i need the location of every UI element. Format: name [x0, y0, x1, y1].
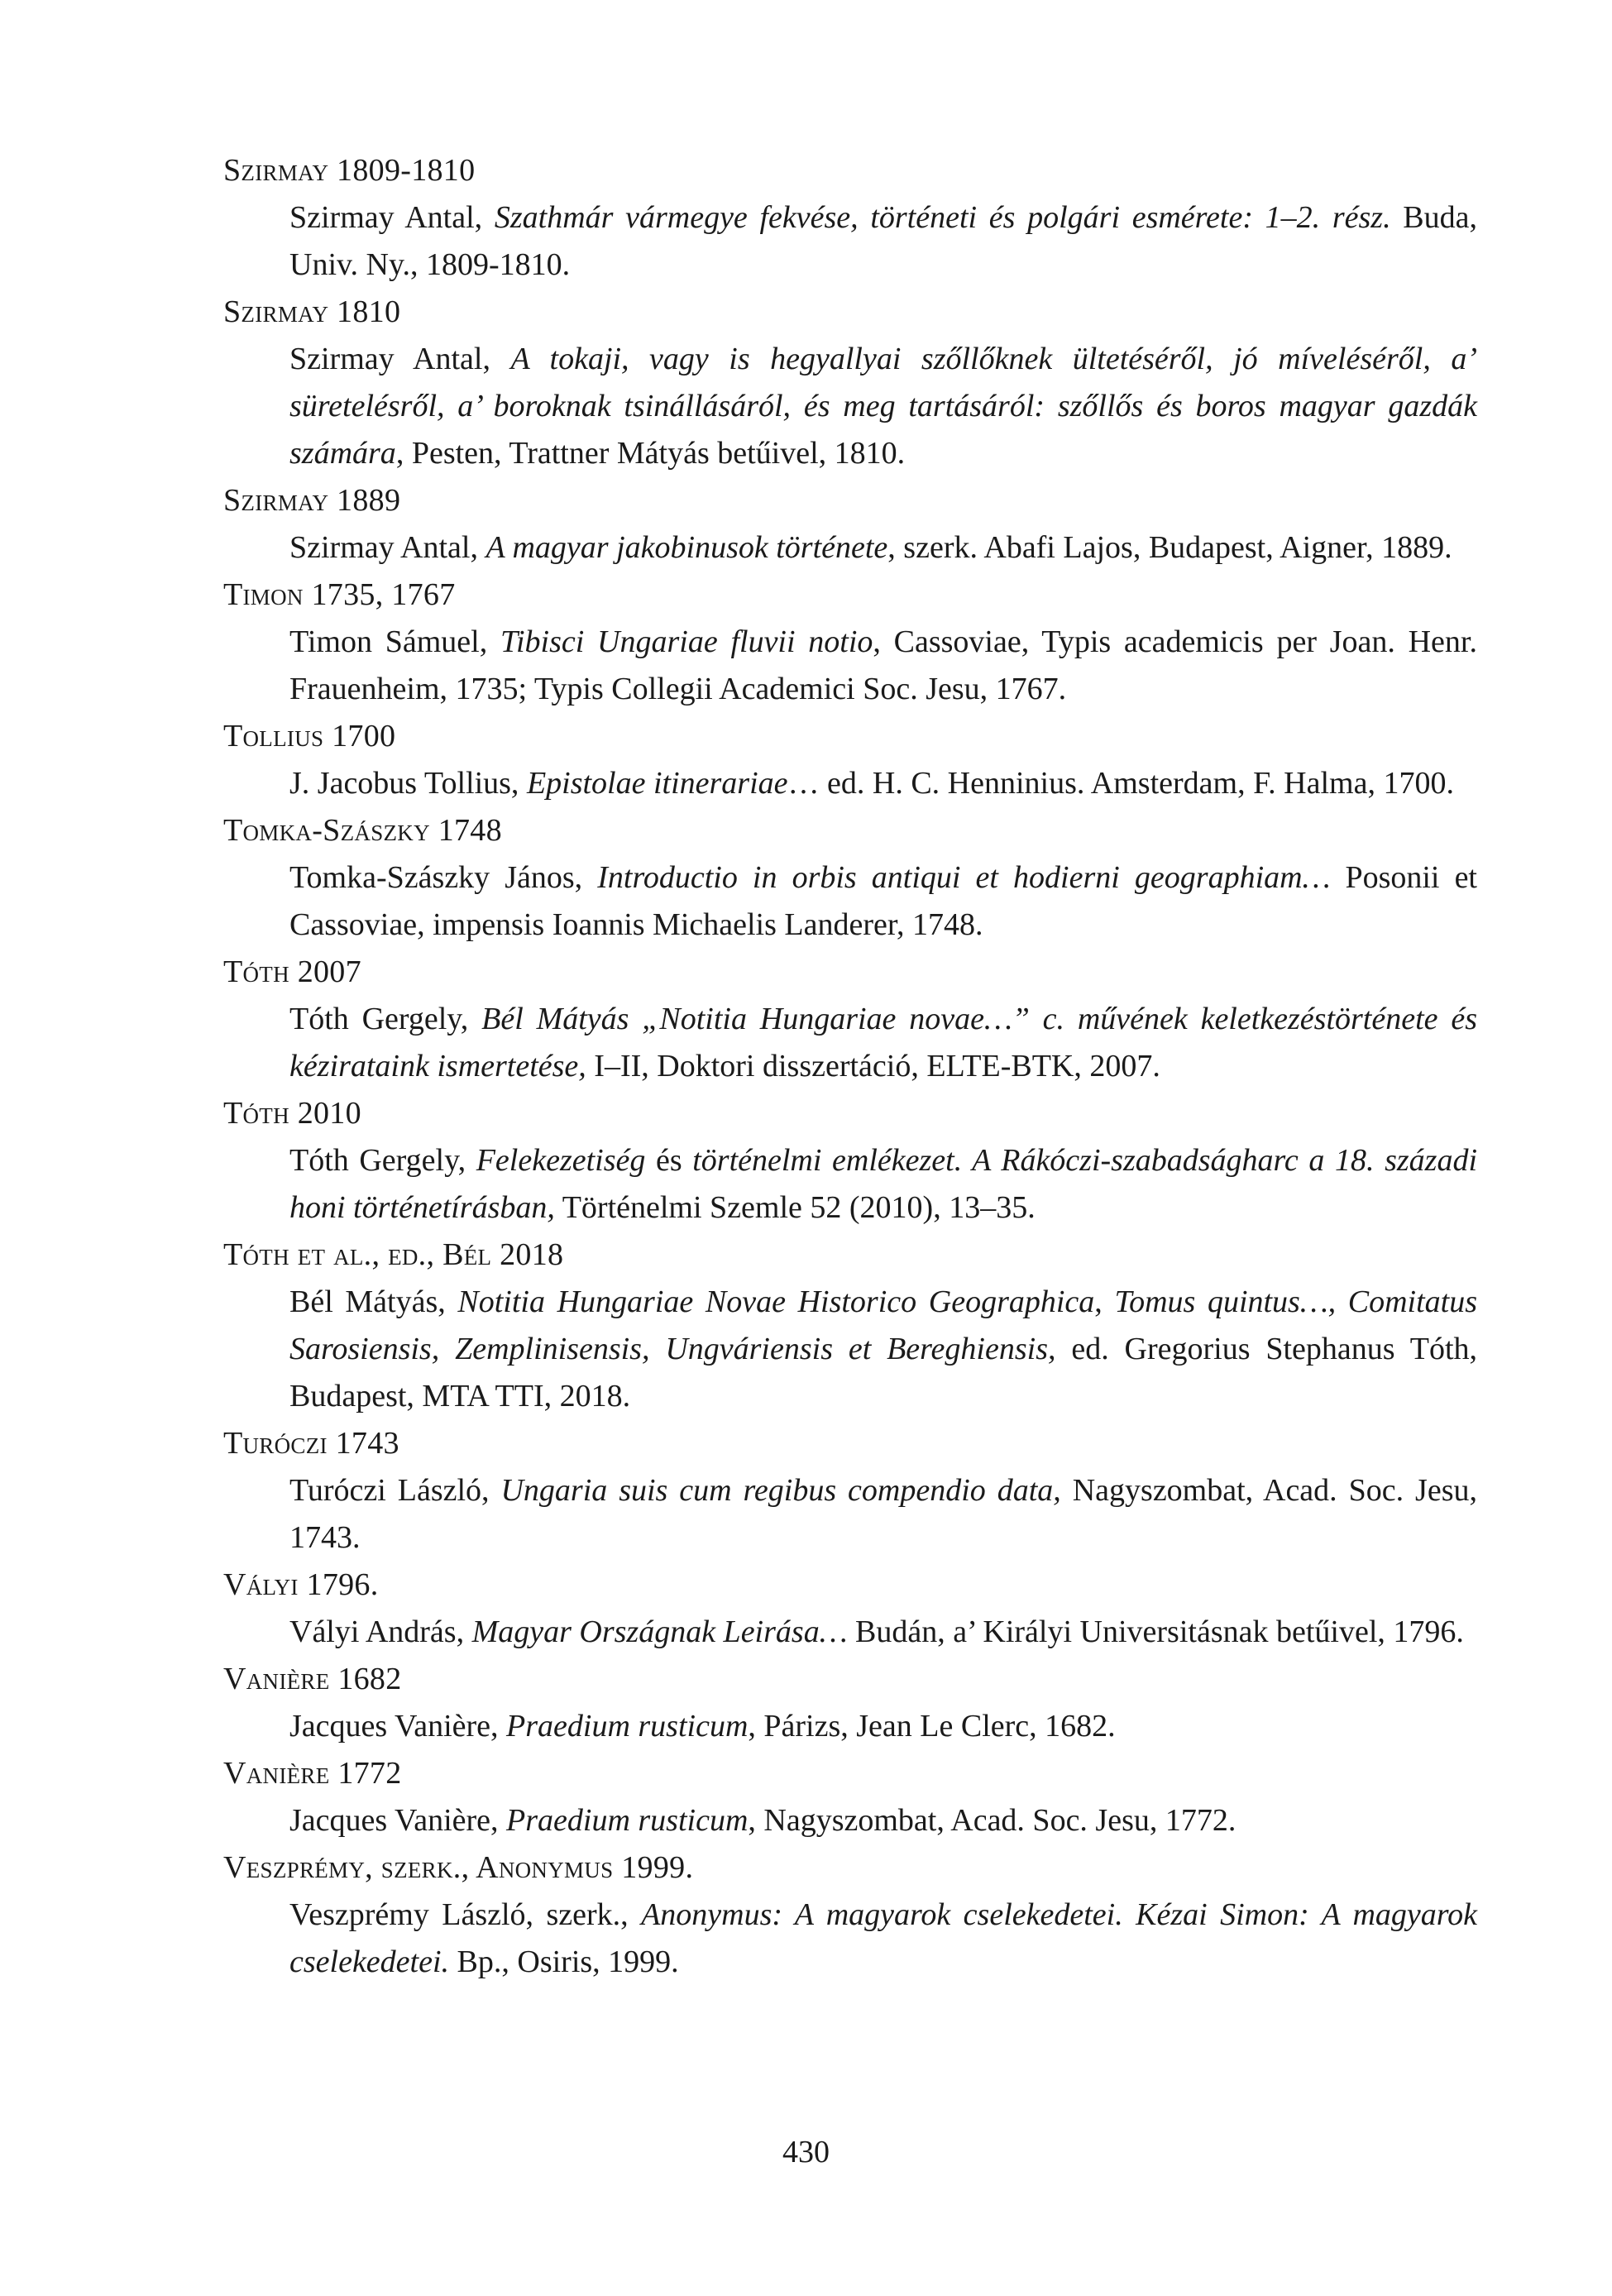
entry-heading: Tomka-Szászky 1748 — [223, 813, 502, 848]
entry-citation — [223, 194, 1477, 289]
citation-title: Bél Mátyás „Notitia Hungariae novae…” c. művének keletkezéstörténete és kézirataink ismertetése, — [289, 1002, 1477, 1083]
citation-title: Ungaria suis cum regibus compendio data, — [500, 1473, 1061, 1508]
entry-citation — [223, 1797, 1477, 1844]
citation-title: Introductio in orbis antiqui et hodierni geographiam… — [597, 860, 1331, 895]
bibliography-entry — [223, 147, 1477, 289]
citation-text: Budán, a’ Királyi Universitásnak betűivel, 1796. — [847, 1614, 1464, 1649]
entry-citation — [223, 1703, 1477, 1750]
entry-citation — [223, 619, 1477, 713]
bibliography-entry — [223, 477, 1477, 572]
bibliography-entry — [223, 572, 1477, 713]
bibliography-entry — [223, 807, 1477, 949]
citation-title: Epistolae itinerariae — [526, 766, 788, 801]
citation-text: Jacques Vanière, — [289, 1803, 507, 1838]
citation-text: , Nagyszombat, Acad. Soc. Jesu, 1772. — [748, 1803, 1237, 1838]
entry-citation — [223, 524, 1477, 572]
citation-text: Szirmay Antal, — [289, 200, 495, 235]
citation-text: Bél Mátyás, — [289, 1284, 458, 1319]
citation-text: , szerk. Abafi Lajos, Budapest, Aigner, 1889. — [887, 530, 1452, 565]
citation-text: Történelmi Szemle 52 (2010), 13–35. — [554, 1190, 1036, 1225]
bibliography-entry — [223, 1562, 1477, 1656]
citation-text: Veszprémy László, szerk., — [289, 1897, 642, 1932]
entry-citation — [223, 996, 1477, 1090]
bibliography-entry — [223, 1844, 1477, 1986]
citation-text: , Párizs, Jean Le Clerc, 1682. — [748, 1709, 1116, 1744]
citation-title: Szathmár vármegye fekvése, történeti és polgári esmérete: 1–2. rész. — [494, 200, 1391, 235]
citation-title: Praedium rusticum — [506, 1803, 749, 1838]
entry-heading: Tollius 1700 — [223, 719, 396, 753]
citation-text: Vályi András, — [289, 1614, 472, 1649]
citation-text: és — [645, 1143, 693, 1178]
citation-title: Felekezetiség — [476, 1143, 646, 1178]
citation-text: Turóczi László, — [289, 1473, 501, 1508]
citation-text: , — [1094, 1284, 1115, 1319]
entry-heading: Tóth et al., ed., Bél 2018 — [223, 1237, 564, 1272]
citation-text: … ed. H. C. Henninius. Amsterdam, F. Halma, 1700. — [787, 766, 1454, 801]
citation-title: Magyar Országnak Leirása… — [471, 1614, 848, 1649]
citation-text: , Pesten, Trattner Mátyás betűivel, 1810. — [395, 436, 906, 471]
citation-text: Bp., Osiris, 1999. — [449, 1944, 679, 1979]
entry-citation — [223, 1609, 1477, 1656]
citation-text: ed. Gregorius Stephanus Tóth, Budapest, MTA TTI, 2018. — [289, 1332, 1477, 1413]
entry-heading: Turóczi 1743 — [223, 1426, 399, 1461]
entry-heading: Tóth 2007 — [223, 954, 361, 989]
entry-citation — [223, 1892, 1477, 1986]
citation-text: Szirmay Antal, — [289, 342, 511, 376]
citation-text: Jacques Vanière, — [289, 1709, 507, 1744]
citation-title: A tokaji, vagy is hegyallyai szőllőknek ültetéséről, jó míveléséről, a’ süretelésről, a’ boroknak tsinállásáról, és meg tartásáról: szőllős és boros magyar gazdák számára — [289, 342, 1478, 471]
citation-text: Tóth Gergely, — [289, 1002, 482, 1036]
citation-title: A magyar jakobinusok története — [486, 530, 888, 565]
entry-citation — [223, 854, 1477, 949]
citation-title: Tibisci Ungariae fluvii notio — [500, 624, 873, 659]
citation-text: Nagyszombat, Acad. Soc. Jesu, 1743. — [289, 1473, 1477, 1555]
entry-citation — [223, 760, 1477, 807]
citation-text: Buda, Univ. Ny., 1809-1810. — [289, 200, 1477, 282]
entry-citation — [223, 1137, 1477, 1232]
entry-heading: Tóth 2010 — [223, 1096, 361, 1131]
bibliography-entry — [223, 1090, 1477, 1232]
bibliography-entry — [223, 713, 1477, 807]
page-number: 430 — [782, 2135, 830, 2169]
entry-citation — [223, 1279, 1477, 1420]
entry-heading: Vanière 1682 — [223, 1662, 402, 1696]
citation-title: Notitia Hungariae Novae Historico Geographica — [457, 1284, 1095, 1319]
bibliography-entry — [223, 949, 1477, 1090]
entry-heading: Szirmay 1809-1810 — [223, 153, 476, 188]
citation-text: Szirmay Antal, — [289, 530, 486, 565]
entry-citation — [223, 1467, 1477, 1562]
citation-title: történelmi emlékezet. A Rákóczi-szabadságharc a 18. századi honi történetírásban, — [289, 1143, 1477, 1225]
bibliography-entry — [223, 1656, 1477, 1750]
entry-heading: Vanière 1772 — [223, 1756, 402, 1791]
citation-title: Tomus quintus…, Comitatus Sarosiensis, Zemplinisensis, Ungváriensis et Bereghiensis, — [289, 1284, 1478, 1366]
entry-heading: Szirmay 1810 — [223, 294, 401, 329]
bibliography-entry — [223, 1750, 1477, 1844]
bibliography-list — [223, 147, 1477, 1986]
citation-text: Tomka-Szászky János, — [289, 860, 598, 895]
bibliography-entry — [223, 1232, 1477, 1420]
entry-heading: Veszprémy, szerk., Anonymus 1999. — [223, 1850, 694, 1885]
bibliography-entry — [223, 1420, 1477, 1562]
citation-text: Timon Sámuel, — [289, 624, 500, 659]
entry-heading: Timon 1735, 1767 — [223, 577, 456, 612]
citation-text: Posonii et Cassoviae, impensis Ioannis Michaelis Landerer, 1748. — [289, 860, 1477, 942]
bibliography-entry — [223, 289, 1477, 477]
citation-title: Praedium rusticum — [506, 1709, 749, 1744]
entry-citation — [223, 336, 1477, 477]
citation-text: Tóth Gergely, — [289, 1143, 476, 1178]
entry-heading: Vályi 1796. — [223, 1567, 379, 1602]
citation-text: , Cassoviae, Typis academicis per Joan. Henr. Frauenheim, 1735; Typis Collegii Academici Soc. Jesu, 1767. — [289, 624, 1477, 706]
citation-text: I–II, Doktori disszertáció, ELTE-BTK, 2007. — [586, 1049, 1160, 1083]
entry-heading: Szirmay 1889 — [223, 483, 401, 518]
citation-text: J. Jacobus Tollius, — [289, 766, 527, 801]
citation-title: Anonymus: A magyarok cselekedetei. Kézai Simon: A magyarok cselekedetei. — [289, 1897, 1477, 1979]
